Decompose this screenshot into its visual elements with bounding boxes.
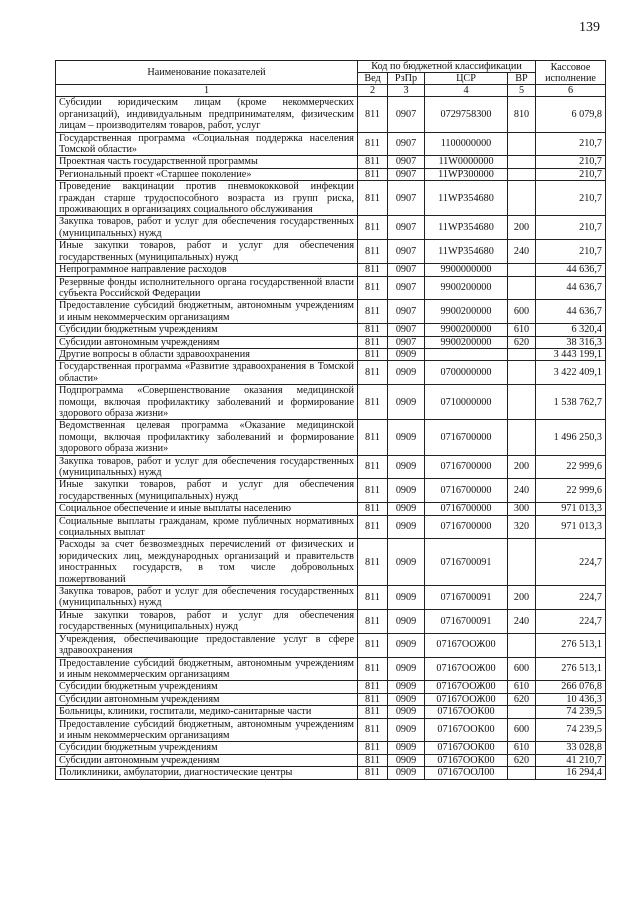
column-number: 4	[425, 85, 508, 97]
row-ved: 811	[358, 420, 388, 455]
row-vr	[508, 420, 536, 455]
row-name: Учреждения, обеспечивающие предоставление услуг в сфере здравоохранения	[56, 633, 358, 657]
row-name: Поликлиники, амбулатории, диагностические центры	[56, 767, 358, 779]
row-ved: 811	[358, 767, 388, 779]
table-row	[56, 97, 606, 132]
row-csr: 0700000000	[425, 361, 508, 385]
row-name: Иные закупки товаров, работ и услуг для обеспечения государственных (муниципальных) нужд	[56, 609, 358, 633]
header-row-1	[56, 61, 606, 73]
row-csr: 9900200000	[425, 336, 508, 348]
row-csr: 07167ООК00	[425, 742, 508, 754]
row-vr: 240	[508, 240, 536, 264]
table-row	[56, 586, 606, 610]
row-vr: 200	[508, 455, 536, 479]
row-csr: 0729758300	[425, 97, 508, 132]
row-ved: 811	[358, 633, 388, 657]
row-amount: 210,7	[536, 216, 606, 240]
table-row	[56, 539, 606, 586]
row-csr: 0716700000	[425, 479, 508, 503]
row-csr: 07167ООК00	[425, 718, 508, 742]
row-rzpr: 0909	[388, 539, 425, 586]
row-amount: 22 999,6	[536, 455, 606, 479]
row-name: Расходы за счет безвозмездных перечислений от физических и юридических лиц, международных организаций и правительств иностранных государств, в том числе добровольных пожертвований	[56, 539, 358, 586]
row-vr	[508, 181, 536, 216]
row-rzpr: 0909	[388, 754, 425, 766]
table-row	[56, 767, 606, 779]
row-vr	[508, 361, 536, 385]
row-csr: 0716700000	[425, 420, 508, 455]
table-row	[56, 657, 606, 681]
table-row	[56, 742, 606, 754]
row-vr: 620	[508, 336, 536, 348]
column-number: 3	[388, 85, 425, 97]
row-name: Больницы, клиники, госпитали, медико-санитарные части	[56, 706, 358, 718]
row-ved: 811	[358, 706, 388, 718]
row-ved: 811	[358, 181, 388, 216]
row-name: Государственная программа «Развитие здравоохранения в Томской области»	[56, 361, 358, 385]
row-rzpr: 0909	[388, 455, 425, 479]
table-row	[56, 240, 606, 264]
table-row	[56, 706, 606, 718]
table-row	[56, 276, 606, 300]
row-rzpr: 0909	[388, 657, 425, 681]
row-vr: 240	[508, 479, 536, 503]
row-vr: 610	[508, 324, 536, 336]
row-vr	[508, 348, 536, 360]
row-amount: 3 443 199,1	[536, 348, 606, 360]
row-vr: 200	[508, 216, 536, 240]
row-amount: 44 636,7	[536, 264, 606, 276]
table-row	[56, 168, 606, 180]
row-name: Субсидии бюджетным учреждениям	[56, 681, 358, 693]
row-ved: 811	[358, 324, 388, 336]
row-rzpr: 0907	[388, 181, 425, 216]
header-ved: Вед	[358, 73, 388, 85]
row-amount: 3 422 409,1	[536, 361, 606, 385]
table-row	[56, 754, 606, 766]
row-amount: 971 013,3	[536, 515, 606, 539]
table-row	[56, 385, 606, 420]
row-amount: 210,7	[536, 156, 606, 168]
table-row	[56, 681, 606, 693]
row-amount: 1 496 250,3	[536, 420, 606, 455]
header-classification: Код по бюджетной классификации	[358, 61, 536, 73]
table-row	[56, 633, 606, 657]
row-ved: 811	[358, 97, 388, 132]
header-amount: Кассовое исполнение	[536, 61, 606, 85]
row-amount: 6 079,8	[536, 97, 606, 132]
row-name: Проведение вакцинации против пневмококковой инфекции граждан старше трудоспособного возраста из групп риска, проживающих в организациях социального обслуживания	[56, 181, 358, 216]
row-vr	[508, 539, 536, 586]
row-amount: 224,7	[536, 539, 606, 586]
row-amount: 10 436,3	[536, 693, 606, 705]
table-row	[56, 264, 606, 276]
row-csr: 9900000000	[425, 264, 508, 276]
row-vr: 610	[508, 742, 536, 754]
row-rzpr: 0909	[388, 479, 425, 503]
row-vr: 600	[508, 300, 536, 324]
row-amount: 38 316,3	[536, 336, 606, 348]
row-amount: 210,7	[536, 132, 606, 156]
row-vr: 320	[508, 515, 536, 539]
row-name: Субсидии автономным учреждениям	[56, 754, 358, 766]
row-ved: 811	[358, 132, 388, 156]
row-csr: 07167ООК00	[425, 706, 508, 718]
row-csr: 07167ООЖ00	[425, 693, 508, 705]
row-vr	[508, 156, 536, 168]
row-name: Проектная часть государственной программы	[56, 156, 358, 168]
row-vr	[508, 633, 536, 657]
table-row	[56, 455, 606, 479]
row-ved: 811	[358, 503, 388, 515]
row-name: Резервные фонды исполнительного органа государственной власти субъекта Российской Федерации	[56, 276, 358, 300]
row-rzpr: 0909	[388, 681, 425, 693]
row-rzpr: 0909	[388, 633, 425, 657]
row-amount: 224,7	[536, 586, 606, 610]
row-amount: 16 294,4	[536, 767, 606, 779]
row-name: Другие вопросы в области здравоохранения	[56, 348, 358, 360]
column-number: 5	[508, 85, 536, 97]
table-row	[56, 503, 606, 515]
row-name: Иные закупки товаров, работ и услуг для обеспечения государственных (муниципальных) нужд	[56, 240, 358, 264]
budget-table	[55, 60, 606, 780]
row-csr: 11WP300000	[425, 168, 508, 180]
row-rzpr: 0909	[388, 718, 425, 742]
row-csr: 07167ООЛ00	[425, 767, 508, 779]
row-ved: 811	[358, 539, 388, 586]
table-row	[56, 181, 606, 216]
row-rzpr: 0909	[388, 420, 425, 455]
row-ved: 811	[358, 693, 388, 705]
row-vr	[508, 264, 536, 276]
row-rzpr: 0909	[388, 767, 425, 779]
row-amount: 210,7	[536, 181, 606, 216]
row-amount: 210,7	[536, 168, 606, 180]
row-vr	[508, 276, 536, 300]
row-name: Субсидии автономным учреждениям	[56, 693, 358, 705]
row-vr: 300	[508, 503, 536, 515]
row-vr	[508, 385, 536, 420]
row-name: Подпрограмма «Совершенствование оказания медицинской помощи, включая профилактику заболеваний и формирование здорового образа жизни»	[56, 385, 358, 420]
row-csr: 0716700000	[425, 455, 508, 479]
row-name: Закупка товаров, работ и услуг для обеспечения государственных (муниципальных) нужд	[56, 586, 358, 610]
row-rzpr: 0909	[388, 706, 425, 718]
row-name: Региональный проект «Старшее поколение»	[56, 168, 358, 180]
header-csr: ЦСР	[425, 73, 508, 85]
row-rzpr: 0907	[388, 216, 425, 240]
row-amount: 210,7	[536, 240, 606, 264]
table-row	[56, 515, 606, 539]
row-rzpr: 0907	[388, 264, 425, 276]
row-csr: 0716700091	[425, 586, 508, 610]
row-vr: 600	[508, 657, 536, 681]
row-csr: 0710000000	[425, 385, 508, 420]
row-rzpr: 0909	[388, 586, 425, 610]
page-number: 139	[579, 20, 600, 35]
row-vr	[508, 168, 536, 180]
row-name: Ведомственная целевая программа «Оказание медицинской помощи, включая профилактику заболеваний и формирование здорового образа жизни»	[56, 420, 358, 455]
table-row	[56, 324, 606, 336]
row-csr: 0716700091	[425, 609, 508, 633]
table-row	[56, 479, 606, 503]
row-amount: 33 028,8	[536, 742, 606, 754]
row-rzpr: 0907	[388, 97, 425, 132]
row-rzpr: 0909	[388, 361, 425, 385]
table-row	[56, 693, 606, 705]
row-ved: 811	[358, 742, 388, 754]
row-amount: 74 239,5	[536, 706, 606, 718]
row-vr: 240	[508, 609, 536, 633]
row-amount: 224,7	[536, 609, 606, 633]
row-amount: 74 239,5	[536, 718, 606, 742]
table-row	[56, 156, 606, 168]
row-ved: 811	[358, 216, 388, 240]
row-ved: 811	[358, 300, 388, 324]
row-csr: 9900200000	[425, 300, 508, 324]
row-rzpr: 0909	[388, 515, 425, 539]
row-rzpr: 0907	[388, 156, 425, 168]
row-csr: 9900200000	[425, 324, 508, 336]
row-csr: 0716700091	[425, 539, 508, 586]
row-ved: 811	[358, 609, 388, 633]
row-name: Предоставление субсидий бюджетным, автономным учреждениям и иным некоммерческим организациям	[56, 718, 358, 742]
row-ved: 811	[358, 515, 388, 539]
row-name: Иные закупки товаров, работ и услуг для обеспечения государственных (муниципальных) нужд	[56, 479, 358, 503]
table-row	[56, 420, 606, 455]
row-rzpr: 0907	[388, 132, 425, 156]
row-rzpr: 0909	[388, 385, 425, 420]
row-ved: 811	[358, 718, 388, 742]
row-csr: 9900200000	[425, 276, 508, 300]
row-name: Предоставление субсидий бюджетным, автономным учреждениям и иным некоммерческим организациям	[56, 300, 358, 324]
row-vr	[508, 767, 536, 779]
row-name: Социальные выплаты гражданам, кроме публичных нормативных социальных выплат	[56, 515, 358, 539]
table-row	[56, 216, 606, 240]
row-rzpr: 0907	[388, 276, 425, 300]
row-ved: 811	[358, 754, 388, 766]
row-amount: 44 636,7	[536, 276, 606, 300]
row-name: Закупка товаров, работ и услуг для обеспечения государственных (муниципальных) нужд	[56, 216, 358, 240]
row-name: Социальное обеспечение и иные выплаты населению	[56, 503, 358, 515]
row-csr: 0716700000	[425, 515, 508, 539]
row-vr	[508, 132, 536, 156]
row-amount: 276 513,1	[536, 657, 606, 681]
row-vr: 810	[508, 97, 536, 132]
row-csr: 0716700000	[425, 503, 508, 515]
row-ved: 811	[358, 385, 388, 420]
row-vr: 620	[508, 754, 536, 766]
row-amount: 44 636,7	[536, 300, 606, 324]
table-row	[56, 336, 606, 348]
row-amount: 1 538 762,7	[536, 385, 606, 420]
row-csr: 07167ООЖ00	[425, 681, 508, 693]
row-rzpr: 0909	[388, 693, 425, 705]
row-csr: 07167ООЖ00	[425, 657, 508, 681]
row-ved: 811	[358, 156, 388, 168]
column-numbers-row	[56, 85, 606, 97]
row-ved: 811	[358, 336, 388, 348]
row-vr: 600	[508, 718, 536, 742]
row-ved: 811	[358, 681, 388, 693]
row-ved: 811	[358, 276, 388, 300]
row-amount: 266 076,8	[536, 681, 606, 693]
row-vr: 610	[508, 681, 536, 693]
row-ved: 811	[358, 479, 388, 503]
table-row	[56, 132, 606, 156]
row-csr: 07167ООК00	[425, 754, 508, 766]
row-rzpr: 0907	[388, 324, 425, 336]
header-name: Наименование показателей	[56, 61, 358, 85]
row-csr: 11WP354680	[425, 181, 508, 216]
table-row	[56, 300, 606, 324]
row-rzpr: 0909	[388, 609, 425, 633]
header-vr: ВР	[508, 73, 536, 85]
row-csr: 1100000000	[425, 132, 508, 156]
row-ved: 811	[358, 168, 388, 180]
row-ved: 811	[358, 455, 388, 479]
row-ved: 811	[358, 240, 388, 264]
row-rzpr: 0907	[388, 168, 425, 180]
column-number: 6	[536, 85, 606, 97]
row-name: Непрограммное направление расходов	[56, 264, 358, 276]
row-ved: 811	[358, 586, 388, 610]
row-name: Субсидии бюджетным учреждениям	[56, 324, 358, 336]
row-csr	[425, 348, 508, 360]
row-ved: 811	[358, 348, 388, 360]
row-name: Предоставление субсидий бюджетным, автономным учреждениям и иным некоммерческим организациям	[56, 657, 358, 681]
header-rzpr: РзПр	[388, 73, 425, 85]
row-rzpr: 0909	[388, 348, 425, 360]
row-ved: 811	[358, 657, 388, 681]
row-vr	[508, 706, 536, 718]
row-rzpr: 0907	[388, 240, 425, 264]
table-row	[56, 348, 606, 360]
row-amount: 41 210,7	[536, 754, 606, 766]
row-name: Государственная программа «Социальная поддержка населения Томской области»	[56, 132, 358, 156]
row-csr: 11W0000000	[425, 156, 508, 168]
row-name: Субсидии автономным учреждениям	[56, 336, 358, 348]
row-amount: 6 320,4	[536, 324, 606, 336]
table-row	[56, 718, 606, 742]
row-rzpr: 0907	[388, 300, 425, 324]
row-name: Закупка товаров, работ и услуг для обеспечения государственных (муниципальных) нужд	[56, 455, 358, 479]
row-rzpr: 0909	[388, 742, 425, 754]
row-csr: 11WP354680	[425, 240, 508, 264]
row-amount: 276 513,1	[536, 633, 606, 657]
row-amount: 971 013,3	[536, 503, 606, 515]
row-name: Субсидии юридическим лицам (кроме некоммерческих организаций), индивидуальным предпринимателям, физическим лицам – производителям товаров, работ, услуг	[56, 97, 358, 132]
column-number: 1	[56, 85, 358, 97]
column-number: 2	[358, 85, 388, 97]
row-csr: 11WP354680	[425, 216, 508, 240]
row-rzpr: 0907	[388, 336, 425, 348]
row-rzpr: 0909	[388, 503, 425, 515]
table-row	[56, 361, 606, 385]
row-name: Субсидии бюджетным учреждениям	[56, 742, 358, 754]
row-ved: 811	[358, 264, 388, 276]
row-vr: 200	[508, 586, 536, 610]
row-csr: 07167ООЖ00	[425, 633, 508, 657]
table-row	[56, 609, 606, 633]
row-ved: 811	[358, 361, 388, 385]
row-vr: 620	[508, 693, 536, 705]
row-amount: 22 999,6	[536, 479, 606, 503]
